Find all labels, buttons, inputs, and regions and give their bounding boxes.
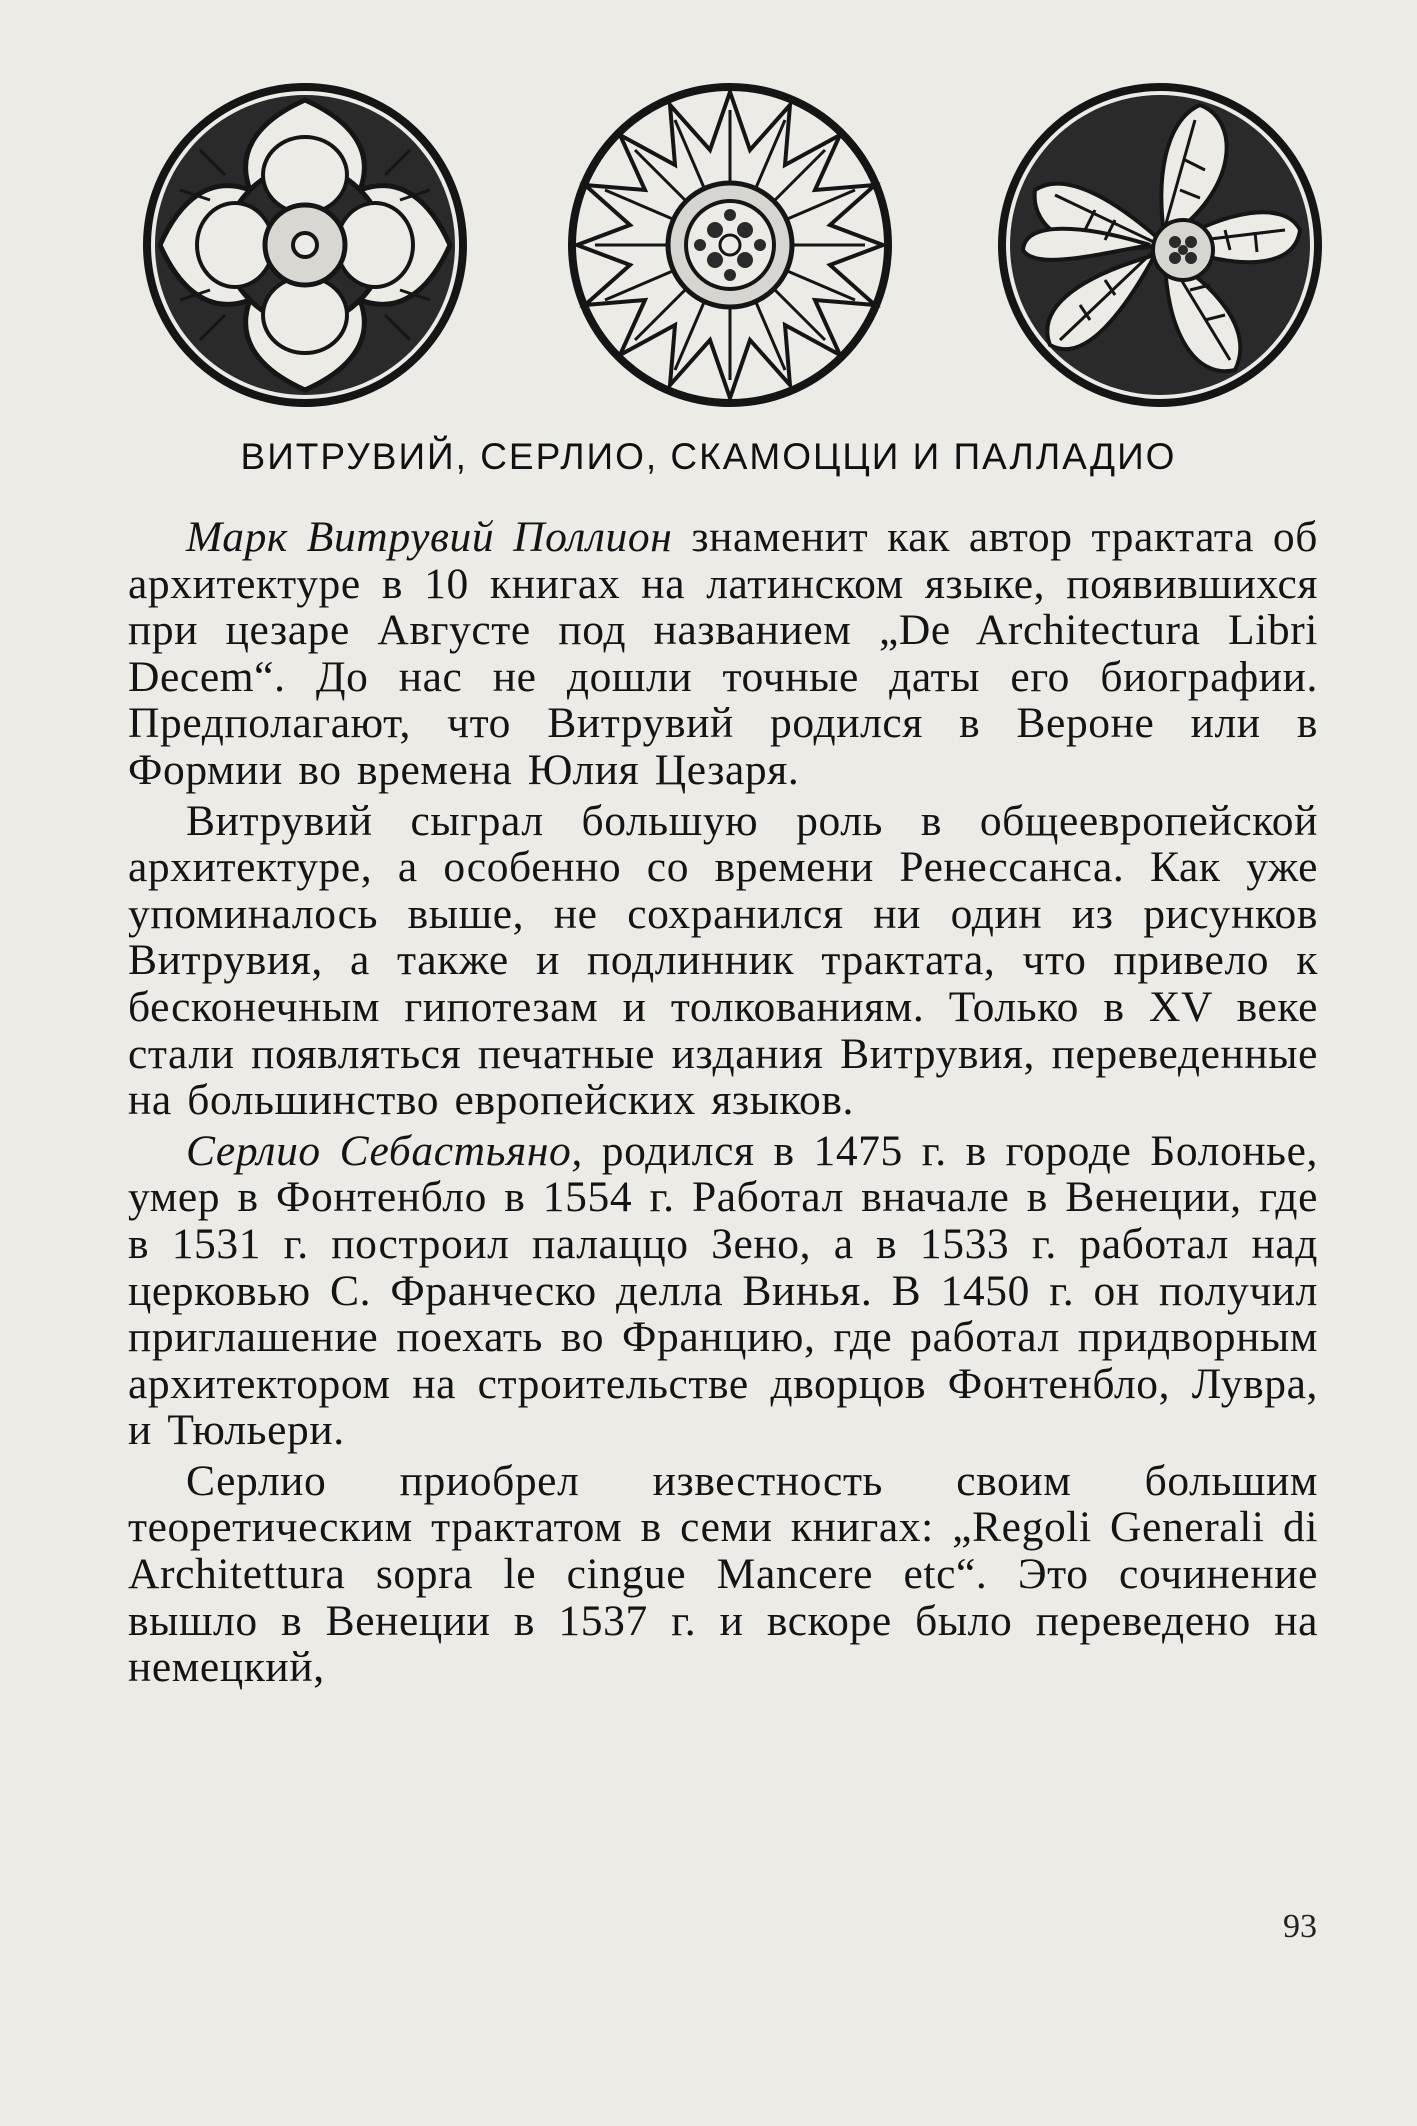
page-number: 93 [1283, 1908, 1317, 1945]
paragraph-serlio [128, 1128, 1318, 1454]
body-text [128, 514, 1318, 1691]
paragraph-text: Витрувий сыграл большую роль в общеевропейской архитектуре, а особенно со времени Ренессанса. Как уже упоминалось выше, не сохранился ни один из рисунков Витрувия, а также и подлинник трактата, что привело к бесконечным гипотезам и толкованиям. Только в XV веке стали появляться печатные издания Витрувия, переведенные на большинство европейских языков. [128, 796, 1318, 1125]
paragraph-vitruvius [128, 514, 1318, 794]
rosette-ornament-3-icon [995, 80, 1325, 410]
rosette-ornament-1-icon [140, 80, 470, 410]
paragraph-vitruvius-role [128, 798, 1318, 1124]
rosette-ornament-2-icon [565, 80, 895, 410]
paragraph-text: Серлио приобрел известность своим большим теоретическим трактатом в семи книгах: „Regoli Generali di Architettura sopra le cingue Mancere etc“. Это сочинение вышло в Венеции в 1537 г. и вскоре было переведено на немецкий, [128, 1456, 1318, 1692]
paragraph-lead-name: Серлио Себастьяно, [186, 1126, 583, 1175]
paragraph-text: знаменит как автор трактата об архитектуре в 10 книгах на латинском языке, появившихся при цезаре Августе под названием „De Architectura Libri Decem“. До нас не дошли точные даты его биографии. Предполагают, что Витрувий родился в Вероне или в Формии во времена Юлия Цезаря. [128, 513, 1318, 794]
paragraph-text: родился в 1475 г. в городе Болонье, умер в Фонтенбло в 1554 г. Работал вначале в Венеции, где в 1531 г. построил палаццо Зено, а в 1533 г. работал над церковью С. Франческо делла Винья. В 1450 г. он получил приглашение поехать во Францию, где работал придворным архитектором на строительстве дворцов Фонтенбло, Лувра, и Тюльери. [128, 1126, 1318, 1455]
paragraph-serlio-treatise [128, 1458, 1318, 1691]
rosette-ornaments [140, 80, 1340, 410]
paragraph-lead-name: Марк Витрувий Поллион [186, 513, 673, 561]
chapter-heading: ВИТРУВИЙ, СЕРЛИО, СКАМОЦЦИ И ПАЛЛАДИО [240, 436, 1177, 477]
